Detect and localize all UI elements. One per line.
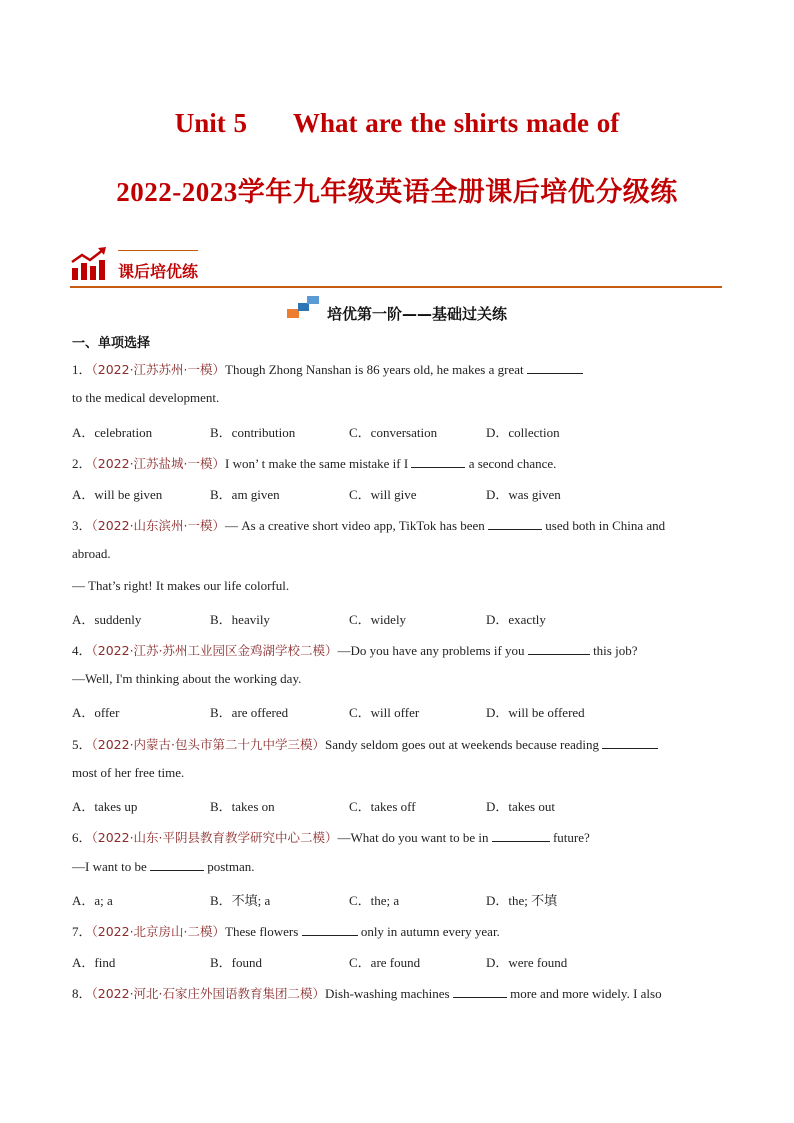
question-source: （2022·内蒙古·包头市第二十九中学三模） [91,737,326,752]
option-a[interactable]: A．will be given [72,487,163,502]
option-c[interactable]: C．widely [349,612,407,627]
question-number: 1． [72,362,92,377]
level-label: 培优第一阶——基础过关练 [326,304,507,323]
page-subtitle: 2022-2023学年九年级英语全册课后培优分级练 [116,177,678,207]
question-4-reply: —Well, I'm thinking about the working day. [72,671,302,686]
question-stem-end: more and more widely. I also [510,986,662,1001]
question-3-continued: abroad. [72,546,111,561]
question-source: （2022·山东滨州·一模） [91,518,226,533]
part-title: 一、单项选择 [72,336,151,351]
option-a[interactable]: A．offer [72,705,120,720]
question-1 [72,359,583,378]
question-7 [72,921,500,940]
question-number: 2． [72,456,92,471]
answer-blank[interactable] [302,923,358,936]
stairs-icon [287,294,321,320]
unit-title [0,108,794,139]
answer-blank[interactable] [488,517,542,530]
question-stem: —Do you have any problems if you [337,643,525,658]
question-source: （2022·河北·石家庄外国语教育集团二模） [91,986,326,1001]
unit-name: What are the shirts made of [293,108,620,138]
question-stem: These flowers [225,924,299,939]
question-source: （2022·江苏苏州·一模） [91,362,226,377]
question-5 [72,734,658,753]
question-stem: Sandy seldom goes out at weekends because reading [325,737,600,752]
option-d[interactable]: D．was given [486,487,561,502]
unit-number: Unit 5 [174,108,248,138]
bar-chart-trend-icon [70,246,108,282]
option-c[interactable]: C．will give [349,487,417,502]
question-stem: I won’ t make the same mistake if I [225,456,409,471]
question-6-reply [72,858,255,875]
option-b[interactable]: B．不填; a [210,893,271,908]
option-a[interactable]: A．a; a [72,893,113,908]
question-stem: Though Zhong Nanshan is 86 years old, he makes a great [225,362,524,377]
option-b[interactable]: B．takes on [210,799,275,814]
level-header [0,294,794,325]
question-stem: — As a creative short video app, TikTok has been [225,518,485,533]
option-d[interactable]: D．exactly [486,612,546,627]
question-source: （2022·江苏盐城·一模） [91,456,226,471]
option-c[interactable]: C．conversation [349,425,438,440]
answer-blank[interactable] [602,736,658,749]
question-stem: —What do you want to be in [337,830,489,845]
question-stem-end: future? [552,830,590,845]
option-a[interactable]: A．takes up [72,799,138,814]
answer-blank[interactable] [528,642,590,655]
question-stem-end: only in autumn every year. [360,924,500,939]
option-c[interactable]: C．will offer [349,705,420,720]
option-a[interactable]: A．suddenly [72,612,142,627]
option-c[interactable]: C．the; a [349,893,400,908]
question-source: （2022·江苏·苏州工业园区金鸡湖学校二模） [91,643,338,658]
option-d[interactable]: D．collection [486,425,560,440]
option-c[interactable]: C．takes off [349,799,416,814]
section-divider [70,286,722,288]
section-label: 课后培优练 [118,262,199,281]
reply-end: postman. [207,859,255,874]
answer-blank[interactable] [411,455,465,468]
question-8 [72,983,662,1002]
answer-blank[interactable] [150,858,204,871]
question-stem: Dish-washing machines [325,986,450,1001]
question-4 [72,640,637,659]
question-source: （2022·山东·平阴县教育教学研究中心二模） [91,830,338,845]
question-number: 3． [72,518,92,533]
option-d[interactable]: D．takes out [486,799,555,814]
option-b[interactable]: B．found [210,955,263,970]
question-number: 4． [72,643,92,658]
option-d[interactable]: D．will be offered [486,705,585,720]
question-5-continued: most of her free time. [72,765,185,780]
answer-blank[interactable] [453,985,507,998]
section-header [70,246,722,290]
question-number: 6． [72,830,92,845]
question-6 [72,827,590,846]
question-3 [72,515,665,534]
option-d[interactable]: D．were found [486,955,568,970]
question-1-continued: to the medical development. [72,390,220,405]
answer-blank[interactable] [492,829,550,842]
decor-line [118,250,198,251]
option-b[interactable]: B．contribution [210,425,296,440]
question-number: 7． [72,924,92,939]
question-number: 8． [72,986,92,1001]
question-stem-end: a second chance. [468,456,557,471]
option-b[interactable]: B．are offered [210,705,289,720]
question-stem-end: this job? [593,643,638,658]
option-b[interactable]: B．heavily [210,612,270,627]
option-c[interactable]: C．are found [349,955,421,970]
question-source: （2022·北京房山·二模） [91,924,226,939]
option-d[interactable]: D．the; 不填 [486,893,558,908]
option-a[interactable]: A．find [72,955,116,970]
question-2 [72,453,556,472]
reply-start: —I want to be [72,859,147,874]
answer-blank[interactable] [527,361,583,374]
question-3-reply: — That’s right! It makes our life colorful. [72,578,290,593]
question-number: 5． [72,737,92,752]
question-stem-end: used both in China and [545,518,666,533]
option-a[interactable]: A．celebration [72,425,153,440]
option-b[interactable]: B．am given [210,487,280,502]
